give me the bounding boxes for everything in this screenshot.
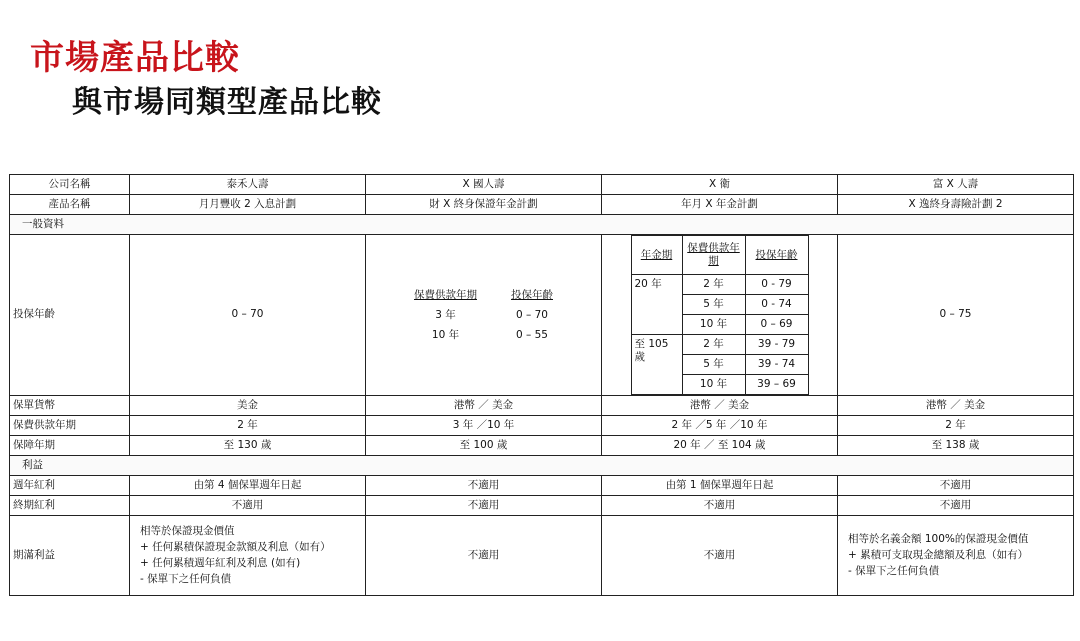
age-c3-hdr-period: 年金期	[631, 236, 682, 275]
coverage-c4: 至 138 歲	[838, 436, 1074, 456]
age-c3-period-2: 至 105 歲	[631, 335, 682, 395]
section-benefits-label: 利益	[10, 456, 1074, 476]
currency-c1: 美金	[130, 396, 366, 416]
product-1: 月月豐收 2 入息計劃	[130, 195, 366, 215]
product-row	[10, 195, 1074, 215]
company-label: 公司名稱	[10, 175, 130, 195]
company-4: 富 X 人壽	[838, 175, 1074, 195]
age-c2-age-1: 0 – 70	[516, 309, 548, 321]
premium-term-c3: 2 年 ／5 年 ／10 年	[602, 416, 838, 436]
age-c2-term-1: 3 年	[435, 309, 456, 321]
age-c2-age-2: 0 – 55	[516, 329, 548, 341]
page-subtitle: 與市場同類型產品比較	[72, 85, 382, 120]
page-title: 市場產品比較	[30, 38, 240, 78]
product-2: 財 X 終身保證年金計劃	[366, 195, 602, 215]
premium-term-c2: 3 年 ／10 年	[366, 416, 602, 436]
age-c4: 0 – 75	[838, 235, 1074, 396]
maturity-c4-line-3: - 保單下之任何負債	[848, 565, 940, 578]
annual-bonus-row	[10, 476, 1074, 496]
age-c3-table	[631, 235, 809, 395]
section-general	[10, 215, 1074, 235]
annual-bonus-label: 週年紅利	[10, 476, 130, 496]
terminal-bonus-c3: 不適用	[602, 496, 838, 516]
age-row	[10, 235, 1074, 396]
maturity-c4-line-1: 相等於名義金額 100%的保證現金價值	[848, 532, 1029, 545]
company-1: 泰禾人壽	[130, 175, 366, 195]
age-c2	[366, 235, 602, 396]
age-c3-hdr-term: 保費供款年期	[682, 236, 745, 275]
age-c3-g1-age-2: 0 - 74	[745, 295, 808, 315]
terminal-bonus-label: 終期紅利	[10, 496, 130, 516]
company-2: X 國人壽	[366, 175, 602, 195]
maturity-c1-line-4: - 保單下之任何負債	[140, 573, 232, 586]
product-4: X 逸終身壽險計劃 2	[838, 195, 1074, 215]
age-c3-period-1: 20 年	[631, 275, 682, 335]
terminal-bonus-c1: 不適用	[130, 496, 366, 516]
coverage-c2: 至 100 歲	[366, 436, 602, 456]
maturity-label: 期滿利益	[10, 516, 130, 596]
coverage-label: 保障年期	[10, 436, 130, 456]
coverage-row	[10, 436, 1074, 456]
maturity-row	[10, 516, 1074, 596]
age-c2-hdr-age: 投保年齡	[511, 289, 553, 301]
age-c3-g2-term-1: 2 年	[682, 335, 745, 355]
maturity-c1-line-2: + 任何累積保證現金款額及利息（如有）	[140, 540, 331, 553]
maturity-c4	[838, 516, 1074, 596]
age-c2-term-2: 10 年	[431, 329, 460, 341]
age-c3-g2-age-3: 39 – 69	[745, 375, 808, 395]
currency-label: 保單貨幣	[10, 396, 130, 416]
premium-term-label: 保費供款年期	[10, 416, 130, 436]
company-row	[10, 175, 1074, 195]
premium-term-c1: 2 年	[130, 416, 366, 436]
age-c3-g1-term-1: 2 年	[682, 275, 745, 295]
maturity-c3: 不適用	[602, 516, 838, 596]
age-c3-g2-term-2: 5 年	[682, 355, 745, 375]
terminal-bonus-c4: 不適用	[838, 496, 1074, 516]
annual-bonus-c4: 不適用	[838, 476, 1074, 496]
annual-bonus-c2: 不適用	[366, 476, 602, 496]
terminal-bonus-c2: 不適用	[366, 496, 602, 516]
product-3: 年月 X 年金計劃	[602, 195, 838, 215]
terminal-bonus-row	[10, 496, 1074, 516]
age-c3-hdr-age: 投保年齡	[745, 236, 808, 275]
currency-row	[10, 396, 1074, 416]
age-c3-g1-term-2: 5 年	[682, 295, 745, 315]
maturity-c2: 不適用	[366, 516, 602, 596]
currency-c2: 港幣 ／ 美金	[366, 396, 602, 416]
currency-c4: 港幣 ／ 美金	[838, 396, 1074, 416]
company-3: X 衛	[602, 175, 838, 195]
coverage-c3: 20 年 ／ 至 104 歲	[602, 436, 838, 456]
maturity-c1-line-1: 相等於保證現金價值	[140, 524, 235, 537]
annual-bonus-c1: 由第 4 個保單週年日起	[130, 476, 366, 496]
age-c3-g1-age-1: 0 - 79	[745, 275, 808, 295]
section-benefits	[10, 456, 1074, 476]
coverage-c1: 至 130 歲	[130, 436, 366, 456]
age-c3-g2-age-2: 39 - 74	[745, 355, 808, 375]
age-c3-g1-age-3: 0 – 69	[745, 315, 808, 335]
maturity-c1	[130, 516, 366, 596]
section-general-label: 一般資料	[10, 215, 1074, 235]
currency-c3: 港幣 ／ 美金	[602, 396, 838, 416]
age-c1: 0 – 70	[130, 235, 366, 396]
product-label: 產品名稱	[10, 195, 130, 215]
maturity-c4-line-2: + 累積可支取現金總額及利息（如有）	[848, 548, 1029, 561]
age-c2-hdr-term: 保費供款年期	[414, 289, 477, 301]
age-c3	[602, 235, 838, 396]
age-c2-table	[369, 285, 598, 345]
annual-bonus-c3: 由第 1 個保單週年日起	[602, 476, 838, 496]
premium-term-c4: 2 年	[838, 416, 1074, 436]
premium-term-row	[10, 416, 1074, 436]
maturity-c1-line-3: + 任何累積週年紅利及利息 (如有)	[140, 557, 301, 569]
age-label: 投保年齡	[10, 235, 130, 396]
age-c3-g2-age-1: 39 - 79	[745, 335, 808, 355]
age-c3-g2-term-3: 10 年	[682, 375, 745, 395]
age-c3-g1-term-3: 10 年	[682, 315, 745, 335]
comparison-table	[9, 174, 1074, 596]
